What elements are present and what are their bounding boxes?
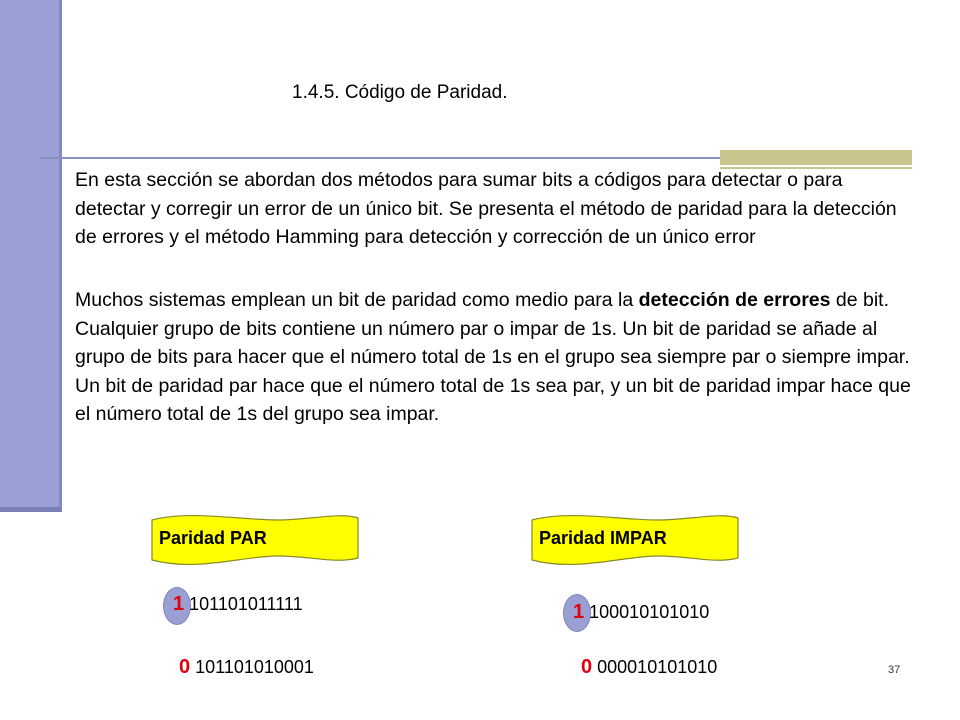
odd-parity-banner (530, 514, 740, 566)
odd-row2-parity-bit: 0 (581, 656, 593, 678)
slide-title: 1.4.5. Código de Paridad. (292, 82, 508, 103)
even-code-row-2 (179, 656, 314, 679)
even-row1-parity-bit: 1 (173, 593, 185, 615)
parity-paragraph (75, 286, 915, 429)
intro-paragraph: En esta sección se abordan dos métodos para sumar bits a códigos para detectar o para detectar y corregir un error de un único bit. Se presenta el método de paridad para la detección de errores y el método Hamming para detección y corrección de un único error (75, 169, 897, 248)
odd-row2-bits: 000010101010 (597, 657, 718, 677)
page-number: 37 (888, 664, 901, 676)
even-row2-parity-bit: 0 (179, 656, 191, 678)
even-code-row-1 (173, 593, 303, 616)
left-accent-bar (0, 0, 62, 512)
parity-paragraph-text-before: Muchos sistemas emplean un bit de paridad como medio para la (75, 289, 639, 311)
olive-accent-block (720, 150, 912, 165)
even-parity-banner (150, 514, 360, 566)
odd-parity-label: Paridad IMPAR (539, 528, 667, 548)
even-row2-bits: 101101010001 (195, 657, 314, 677)
parity-paragraph-emphasis: detección de errores (638, 289, 831, 311)
odd-code-row-2 (581, 656, 717, 679)
even-row1-bits: 101101011111 (189, 594, 303, 614)
odd-row1-parity-bit: 1 (573, 601, 585, 623)
parity-paragraph-text-after: de bit. Cualquier grupo de bits contiene un número par o impar de 1s. Un bit de paridad se añade al grupo de bits para hacer que el número total de 1s en el grupo sea siempre par o siempre impar. Un bit de paridad par hace que el número total de 1s sea par, y un bit de paridad impar hace que el número total de 1s del grupo sea impar. (75, 289, 911, 425)
odd-row1-bits: 100010101010 (589, 602, 710, 622)
even-parity-label: Paridad PAR (159, 528, 267, 548)
odd-code-row-1 (573, 601, 709, 624)
